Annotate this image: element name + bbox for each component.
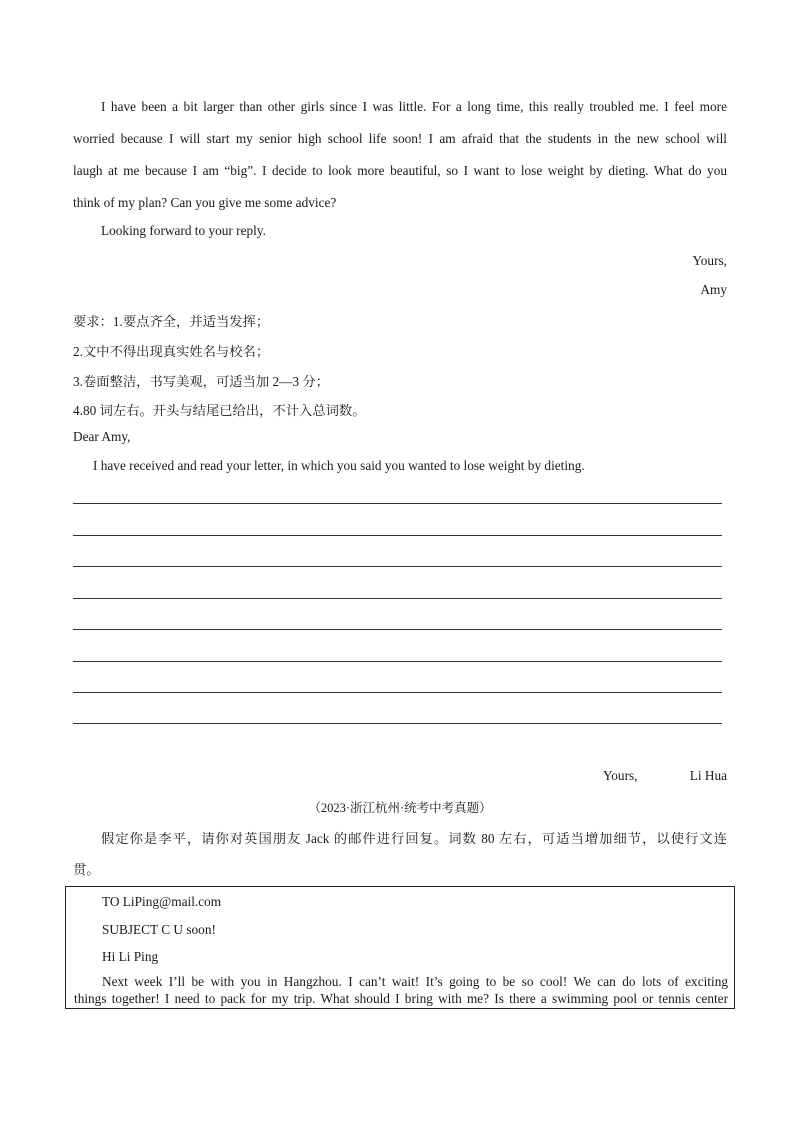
writing-line [73, 535, 722, 536]
requirement-3: 3.卷面整洁，书写美观，可适当加 2—3 分； [73, 374, 329, 389]
letter-line-2: worried because I will start my senior high school life soon! I am afraid that the students in the new school will [73, 131, 727, 146]
writing-line [73, 661, 722, 662]
reply-sign-name: Li Hua [689, 768, 727, 783]
reply-salutation: Dear Amy, [73, 429, 131, 444]
writing-line [73, 723, 722, 724]
letter-line-3: laugh at me because I am “big”. I decide to look more beautiful, so I want to lose weight by dieting. What do you [73, 163, 727, 178]
letter-line-4: think of my plan? Can you give me some advice? [73, 195, 337, 210]
task-line-2: 贯。 [73, 862, 100, 877]
letter-sign-yours: Yours, [692, 253, 727, 268]
email-body-line-2: things together! I need to pack for my trip. What should I bring with me? Is there a swimming pool or tennis center [74, 991, 728, 1006]
writing-line [73, 692, 722, 693]
writing-line [73, 598, 722, 599]
email-subject: SUBJECT C U soon! [102, 922, 216, 937]
writing-line [73, 566, 722, 567]
email-greeting: Hi Li Ping [102, 949, 159, 964]
task-line-1: 假定你是李平，请你对英国朋友 Jack 的邮件进行回复。词数 80 左右，可适当增加细节，以使行文连 [101, 831, 727, 846]
reply-opening: I have received and read your letter, in which you said you wanted to lose weight by dieting. [93, 458, 585, 473]
question-source: （2023·浙江杭州·统考中考真题） [308, 801, 492, 815]
writing-line [73, 629, 722, 630]
requirement-2: 2.文中不得出现真实姓名与校名； [73, 344, 270, 359]
letter-sign-name: Amy [700, 282, 727, 297]
reply-sign-yours: Yours, [603, 768, 638, 783]
requirement-4: 4.80 词左右。开头与结尾已给出，不计入总词数。 [73, 403, 366, 418]
email-to: TO LiPing@mail.com [102, 894, 222, 909]
writing-line [73, 503, 722, 504]
requirement-1: 要求：1.要点齐全，并适当发挥； [73, 314, 270, 329]
letter-line-1: I have been a bit larger than other girls since I was little. For a long time, this really troubled me. I feel more [101, 99, 727, 114]
letter-closing: Looking forward to your reply. [101, 223, 266, 238]
email-box [65, 886, 735, 1009]
email-body-line-1: Next week I’ll be with you in Hangzhou. I can’t wait! It’s going to be so cool! We can do lots of exciting [102, 974, 728, 989]
